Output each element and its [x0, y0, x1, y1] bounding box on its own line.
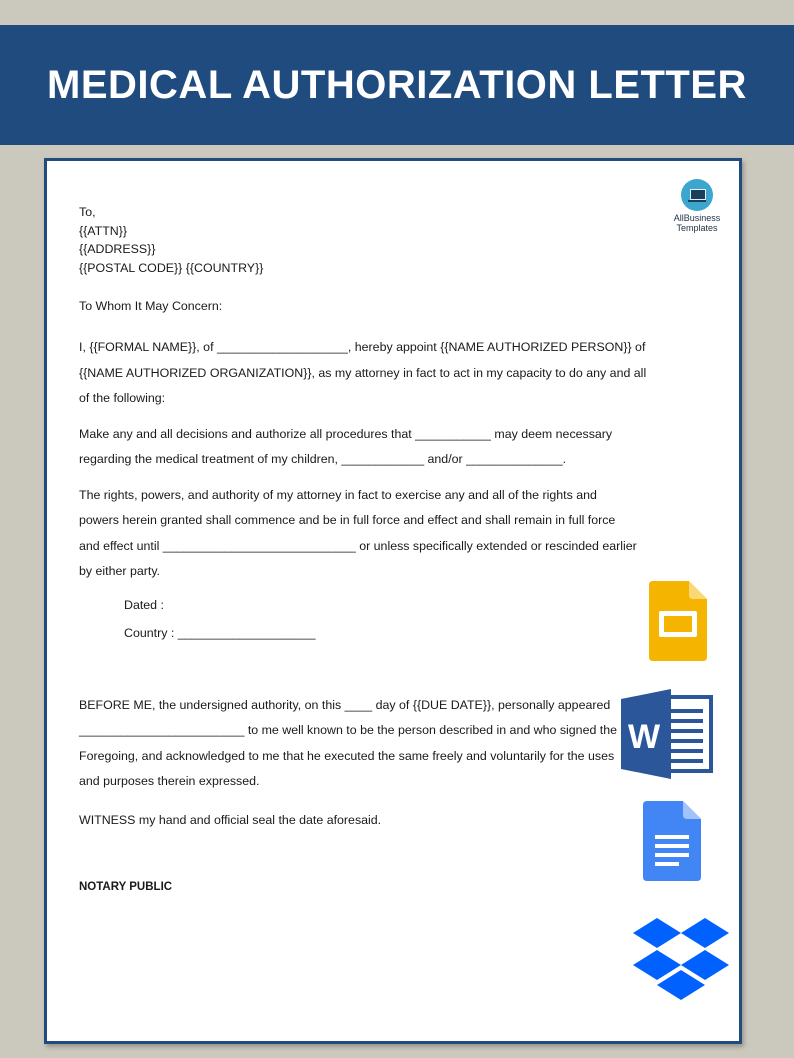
page-title: MEDICAL AUTHORIZATION LETTER: [47, 62, 747, 107]
address-line: {{ATTN}}: [79, 223, 127, 238]
laptop-icon: [681, 179, 713, 211]
paragraph-line: and purposes therein expressed.: [79, 774, 260, 788]
title-banner: [0, 25, 794, 145]
salutation: To Whom It May Concern:: [79, 299, 223, 313]
address-line: {{POSTAL CODE}} {{COUNTRY}}: [79, 260, 264, 275]
paragraph-line: Foregoing, and acknowledged to me that he executed the same freely and voluntarily for the uses: [79, 748, 615, 763]
google-slides-icon[interactable]: [649, 581, 707, 661]
microsoft-word-icon[interactable]: [619, 689, 715, 779]
address-line: {{ADDRESS}}: [79, 242, 156, 256]
paragraph-line: powers herein granted shall commence and be in full force and effect and shall remain in full force: [79, 513, 616, 527]
letter-body: [79, 203, 659, 893]
signature-block: [79, 591, 659, 647]
letter-document: [44, 158, 742, 1044]
paragraph-line: {{NAME AUTHORIZED ORGANIZATION}}, as my attorney in fact to act in my capacity to do any and all: [79, 365, 647, 380]
country-line: Country : ____________________: [124, 625, 316, 640]
paragraph-appointment: [79, 335, 659, 412]
witness-line: WITNESS my hand and official seal the date aforesaid.: [79, 812, 382, 827]
svg-text:W: W: [628, 718, 661, 756]
paragraph-line: and effect until ____________________________ or unless specifically extended or rescinded earlier: [79, 538, 637, 553]
paragraph-line: BEFORE ME, the undersigned authority, on this ____ day of {{DUE DATE}}, personally appeared: [79, 697, 611, 712]
dated-label: Dated :: [124, 597, 164, 612]
paragraph-line: Make any and all decisions and authorize all procedures that ___________ may deem necessary: [79, 426, 613, 441]
paragraph-line: I, {{FORMAL NAME}}, of ___________________, hereby appoint {{NAME AUTHORIZED PERSON}} of: [79, 340, 646, 354]
address-line: To,: [79, 205, 96, 219]
paragraph-rights: [79, 483, 659, 585]
brand-line-1: AllBusiness: [673, 213, 721, 223]
brand-line-2: Templates: [676, 223, 718, 233]
allbusiness-templates-logo: [669, 179, 725, 233]
paragraph-line: The rights, powers, and authority of my attorney in fact to exercise any and all of the rights and: [79, 487, 597, 502]
paragraph-line: by either party.: [79, 564, 161, 578]
google-docs-icon[interactable]: [643, 801, 701, 881]
paragraph-line: of the following:: [79, 391, 166, 405]
paragraph-line: regarding the medical treatment of my children, ____________ and/or ______________.: [79, 452, 567, 466]
paragraph-decisions: [79, 422, 659, 473]
dropbox-icon[interactable]: [633, 918, 729, 1006]
paragraph-line: ________________________ to me well known to be the person described in and who signed the: [79, 723, 618, 737]
paragraph-notary-statement: [79, 693, 659, 795]
notary-public-label: NOTARY PUBLIC: [79, 880, 173, 893]
recipient-address: [79, 203, 659, 277]
